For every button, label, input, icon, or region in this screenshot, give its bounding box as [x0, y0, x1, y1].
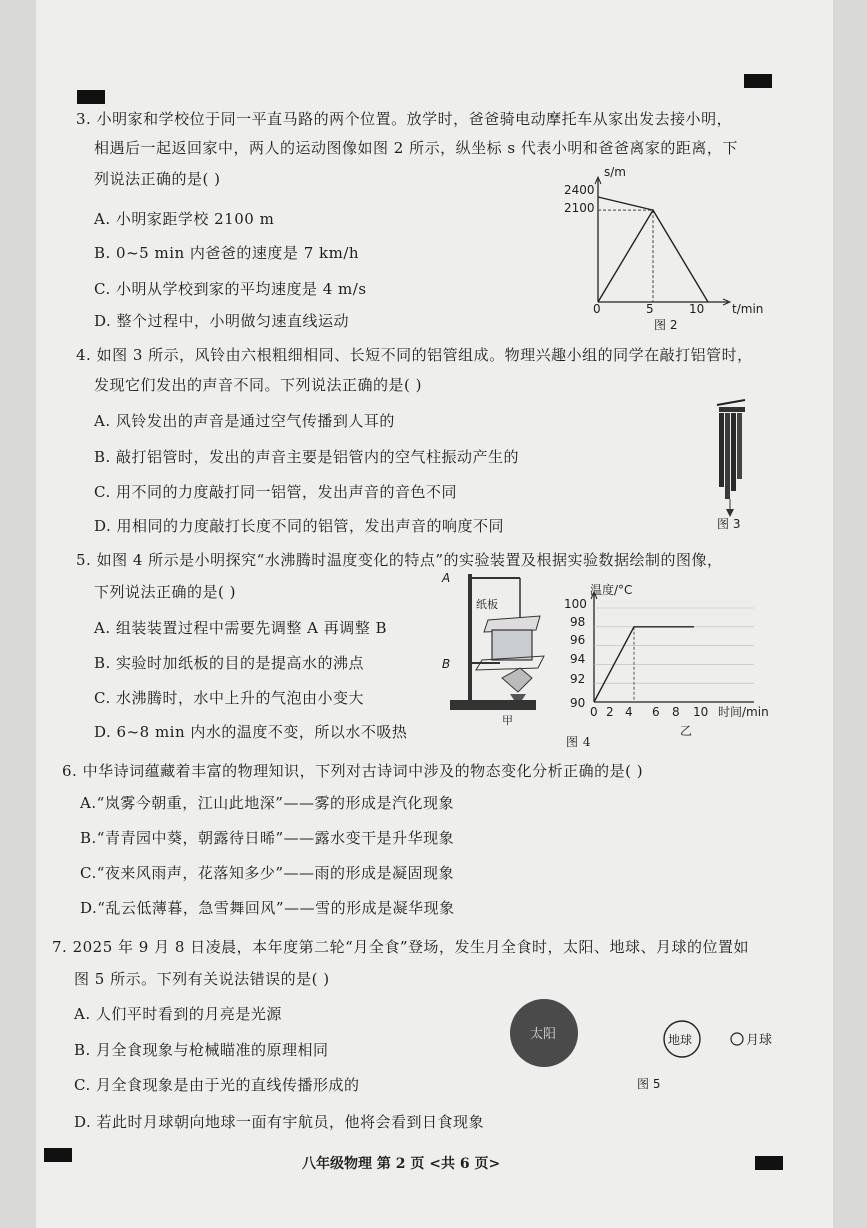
fig4-label-a: A — [442, 571, 451, 585]
fig2-x-tick-5: 5 — [646, 302, 654, 316]
registration-mark-bottom-left — [44, 1148, 72, 1162]
q7-option-a: A. 人们平时看到的月亮是光源 — [74, 1005, 282, 1023]
registration-mark-bottom-right — [755, 1156, 783, 1170]
fig4-y-axis-label: 温度/°C — [590, 583, 633, 597]
q5-stem-line-2: 下列说法正确的是( ) — [94, 583, 236, 601]
fig4-label-b: B — [442, 657, 451, 671]
q5-stem-line-1: 5. 如图 4 所示是小明探究“水沸腾时温度变化的特点”的实验装置及根据实验数据绘制的图像， — [76, 551, 723, 569]
fig4-y-tick-90: 90 — [570, 696, 586, 710]
q3-option-d: D. 整个过程中，小明做匀速直线运动 — [94, 312, 350, 330]
q5-option-a: A. 组装装置过程中需要先调整 A 再调整 B — [94, 619, 388, 637]
fig2-series-1 — [598, 197, 653, 210]
fig2-y-axis-label: s/m — [604, 165, 626, 179]
registration-mark-top-left — [77, 90, 105, 104]
fig2-x-tick-0: 0 — [593, 302, 601, 316]
q4-option-d: D. 用相同的力度敲打长度不同的铝管，发出声音的响度不同 — [94, 517, 505, 535]
fig4-y-tick-98: 98 — [570, 615, 586, 629]
fig2-y-tick-2100: 2100 — [564, 201, 595, 215]
fig4-x-tick-4: 4 — [625, 705, 633, 719]
fig4-y-tick-94: 94 — [570, 652, 586, 666]
q3-option-c: C. 小明从学校到家的平均速度是 4 m/s — [94, 280, 367, 298]
q3-stem-line-3: 列说法正确的是( ) — [94, 170, 221, 188]
q5-option-b: B. 实验时加纸板的目的是提高水的沸点 — [94, 654, 365, 672]
page-footer: 八年级物理 第 2 页 <共 6 页> — [302, 1156, 501, 1172]
q6-option-a: A.“岚雾今朝重，江山此地深”——雾的形成是汽化现象 — [80, 794, 454, 812]
figure-2-distance-time-chart — [560, 162, 770, 337]
q4-stem-line-1: 4. 如图 3 所示，风铃由六根粗细相同、长短不同的铝管组成。物理兴趣小组的同学在敲打铝管时， — [76, 346, 753, 364]
q7-option-b: B. 月全食现象与枪械瞄准的原理相同 — [74, 1041, 329, 1059]
q6-option-b: B.“青青园中葵，朝露待日晞”——露水变干是升华现象 — [80, 829, 455, 847]
fig5-sun-label: 太阳 — [530, 1027, 557, 1042]
q4-option-b: B. 敲打铝管时，发出的声音主要是铝管内的空气柱振动产生的 — [94, 448, 520, 466]
fig4-caption: 图 4 — [566, 735, 591, 749]
q5-option-d: D. 6~8 min 内水的温度不变，所以水不吸热 — [94, 723, 408, 741]
fig4-x-tick-10: 10 — [693, 705, 709, 719]
figure-3-wind-chime — [705, 395, 765, 535]
fig2-y-tick-2400: 2400 — [564, 183, 595, 197]
fig5-earth-label: 地球 — [668, 1033, 693, 1047]
fig5-caption: 图 5 — [637, 1077, 661, 1091]
fig2-x-axis-label: t/min — [732, 302, 764, 316]
figure-4-boiling-apparatus — [440, 568, 550, 727]
fig2-caption: 图 2 — [654, 318, 678, 332]
q4-stem-line-2: 发现它们发出的声音不同。下列说法正确的是( ) — [94, 376, 422, 394]
q7-stem-line-1: 7. 2025 年 9 月 8 日凌晨，本年度第二轮“月全食”登场，发生月全食时，太阳、地球、月球的位置如 — [52, 938, 750, 956]
moon-disc — [731, 1033, 743, 1045]
fig4-y-tick-100: 100 — [564, 597, 587, 611]
fig4-x-axis-label: 时间/min — [718, 705, 769, 719]
fig4-x-tick-2: 2 — [606, 705, 614, 719]
q6-option-d: D.“乱云低薄暮，急雪舞回风”——雪的形成是凝华现象 — [80, 899, 455, 917]
fig4-label-yi: 乙 — [680, 724, 693, 738]
fig4-x-tick-0: 0 — [590, 705, 598, 719]
q3-stem-line-1: 3. 小明家和学校位于同一平直马路的两个位置。放学时，爸爸骑电动摩托车从家出发去接小明， — [76, 110, 733, 128]
q6-option-c: C.“夜来风雨声，花落知多少”——雨的形成是凝固现象 — [80, 864, 455, 882]
fig5-moon-label: 月球 — [746, 1033, 773, 1048]
q7-option-c: C. 月全食现象是由于光的直线传播形成的 — [74, 1076, 360, 1094]
fig4-x-tick-6: 6 — [652, 705, 660, 719]
q6-stem-line-1: 6. 中华诗词蕴藏着丰富的物理知识，下列对古诗词中涉及的物态变化分析正确的是( ) — [62, 762, 644, 780]
q3-option-b: B. 0~5 min 内爸爸的速度是 7 km/h — [94, 244, 360, 262]
q3-option-a: A. 小明家距学校 2100 m — [94, 210, 275, 228]
fig4-x-tick-8: 8 — [672, 705, 680, 719]
q5-option-c: C. 水沸腾时，水中上升的气泡由小变大 — [94, 689, 364, 707]
fig4-y-tick-96: 96 — [570, 633, 586, 647]
fig3-caption: 图 3 — [717, 517, 741, 531]
fig4-label-jia: 甲 — [502, 714, 513, 727]
q7-option-d: D. 若此时月球朝向地球一面有宇航员，他将会看到日食现象 — [74, 1113, 485, 1131]
figure-4-temperature-chart — [548, 574, 778, 724]
registration-mark-top-right — [744, 74, 772, 88]
q4-option-c: C. 用不同的力度敲打同一铝管，发出声音的音色不同 — [94, 483, 457, 501]
q4-option-a: A. 风铃发出的声音是通过空气传播到人耳的 — [94, 412, 395, 430]
fig4-y-tick-92: 92 — [570, 672, 586, 686]
figure-5-eclipse-diagram — [500, 995, 790, 1095]
fig2-x-tick-10: 10 — [689, 302, 705, 316]
q3-stem-line-2: 相遇后一起返回家中，两人的运动图像如图 2 所示，纵坐标 s 代表小明和爸爸离家的距离，下 — [94, 139, 738, 157]
fig4-label-board: 纸板 — [476, 598, 498, 611]
q7-stem-line-2: 图 5 所示。下列有关说法错误的是( ) — [74, 970, 330, 988]
